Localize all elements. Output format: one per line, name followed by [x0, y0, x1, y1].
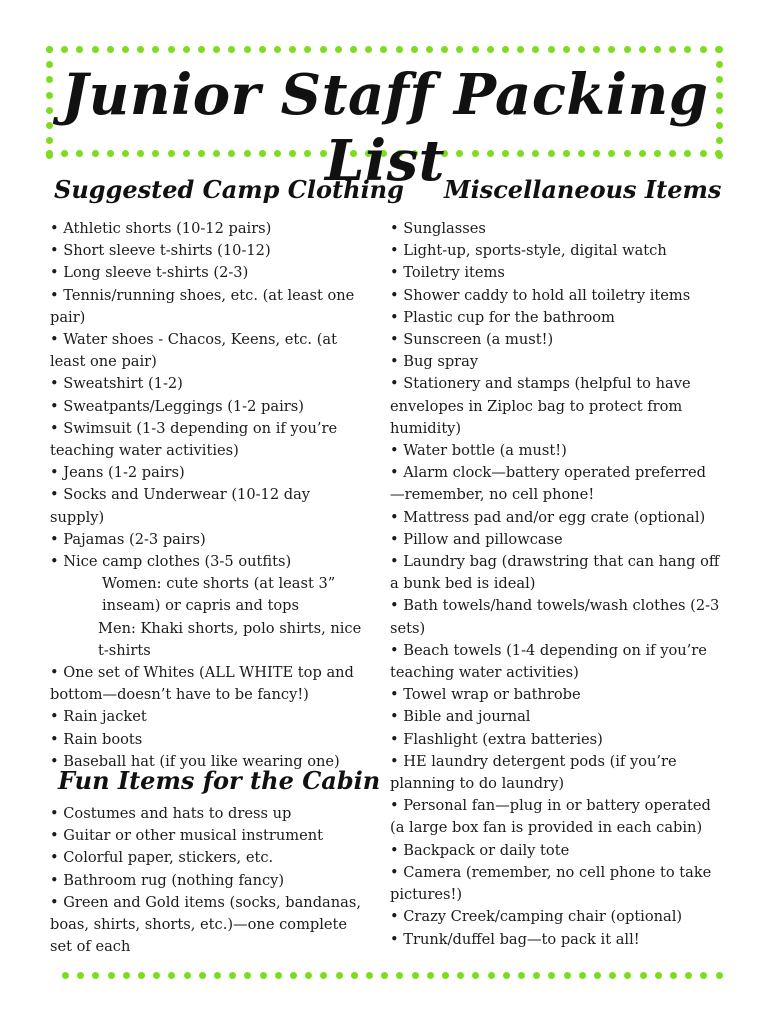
border-dot	[199, 972, 206, 979]
border-dot	[608, 46, 615, 53]
border-dot	[259, 46, 266, 53]
border-dot	[579, 972, 586, 979]
border-dot	[46, 46, 53, 53]
border-dot	[427, 972, 434, 979]
list-item: • Bathroom rug (nothing fancy)	[50, 871, 285, 889]
border-dot	[122, 46, 129, 53]
border-dot	[716, 46, 723, 53]
border-dot	[123, 972, 130, 979]
border-dot	[396, 972, 403, 979]
border-dot	[684, 46, 691, 53]
border-dot	[654, 46, 661, 53]
page-title: Junior Staff Packing List	[61, 62, 709, 194]
list-item: • Swimsuit (1-3 depending on if you’re teaching water activities)	[50, 419, 338, 460]
list-item: • Sunscreen (a must!)	[390, 331, 554, 349]
misc-list	[390, 218, 720, 951]
border-dot	[716, 972, 723, 979]
list-item: • Mattress pad and/or egg crate (optional)	[390, 508, 706, 526]
list-item: • Flashlight (extra batteries)	[390, 730, 603, 748]
list-item: • Toiletry items	[390, 264, 505, 282]
list-item: • Camera (remember, no cell phone to take pictures!)	[390, 863, 712, 904]
border-dot	[456, 46, 463, 53]
list-item: • Socks and Underwear (10-12 day supply)	[50, 486, 311, 526]
border-dot	[609, 972, 616, 979]
list-item: • Green and Gold items (socks, bandanas, boas, shirts, shorts, etc.)—one complete set of each	[50, 893, 361, 956]
border-dot	[228, 46, 235, 53]
list-item: • Bath towels/hand towels/wash clothes (2-3 sets)	[390, 597, 720, 637]
border-dot	[564, 972, 571, 979]
list-item: • Costumes and hats to dress up	[50, 805, 292, 822]
border-dot	[548, 46, 555, 53]
border-dot	[412, 972, 419, 979]
border-dot	[92, 46, 99, 53]
border-dot	[442, 972, 449, 979]
border-dot	[61, 46, 68, 53]
border-dot	[198, 46, 205, 53]
list-subitem: Women: cute shorts (at least 3” inseam) or capris and tops	[102, 575, 336, 615]
border-dot	[290, 972, 297, 979]
border-dot	[77, 972, 84, 979]
border-dot	[488, 972, 495, 979]
border-dot	[137, 46, 144, 53]
list-item: • Bible and journal	[390, 708, 531, 726]
bottom-dotted-border	[62, 972, 722, 982]
border-dot	[639, 46, 646, 53]
clothing-list	[50, 218, 366, 773]
border-dot	[305, 972, 312, 979]
border-dot	[183, 46, 190, 53]
list-item: • One set of Whites (ALL WHITE top and bottom—doesn’t have to be fancy!)	[50, 664, 354, 704]
list-item: • Nice camp clothes (3-5 outfits)	[50, 553, 292, 571]
border-dot	[214, 972, 221, 979]
fun-items-heading: Fun Items for the Cabin	[58, 766, 381, 795]
border-dot	[138, 972, 145, 979]
border-dot	[168, 46, 175, 53]
list-item: • Plastic cup for the bathroom	[390, 308, 615, 326]
border-dot	[92, 972, 99, 979]
list-item: • Sweatshirt (1-2)	[50, 375, 183, 393]
list-item: • Athletic shorts (10-12 pairs)	[50, 220, 272, 237]
list-item: • Crazy Creek/camping chair (optional)	[390, 908, 683, 926]
list-item: • Rain jacket	[50, 708, 147, 726]
border-dot	[426, 46, 433, 53]
border-dot	[472, 972, 479, 979]
border-dot	[213, 46, 220, 53]
border-dot	[655, 972, 662, 979]
border-dot	[381, 972, 388, 979]
list-item: • Rain boots	[50, 730, 143, 748]
list-item: • Personal fan—plug in or battery operated (a large box fan is provided in each cabin)	[390, 797, 711, 837]
misc-heading: Miscellaneous Items	[444, 175, 722, 204]
list-item: • Towel wrap or bathrobe	[390, 686, 581, 704]
border-dot	[548, 972, 555, 979]
list-item: • Baseball hat (if you like wearing one)	[50, 752, 340, 770]
border-dot	[275, 972, 282, 979]
border-dot	[76, 46, 83, 53]
list-item: • Pillow and pillowcase	[390, 530, 563, 548]
list-item: • Colorful paper, stickers, etc.	[50, 849, 274, 867]
border-dot	[533, 972, 540, 979]
list-item: • Sunglasses	[390, 220, 486, 237]
border-dot	[289, 46, 296, 53]
border-dot	[107, 46, 114, 53]
border-dot	[518, 972, 525, 979]
list-item: • Shower caddy to hold all toiletry items	[390, 286, 691, 304]
list-item: • Bug spray	[390, 353, 479, 371]
border-dot	[594, 972, 601, 979]
border-dot	[260, 972, 267, 979]
list-item: • Pajamas (2-3 pairs)	[50, 530, 206, 548]
border-dot	[380, 46, 387, 53]
border-dot	[457, 972, 464, 979]
border-dot	[685, 972, 692, 979]
border-dot	[229, 972, 236, 979]
list-subitem: Men: Khaki shorts, polo shirts, nice t-shirts	[98, 619, 362, 659]
list-item: • Light-up, sports-style, digital watch	[390, 242, 667, 260]
border-dot	[640, 972, 647, 979]
border-dot	[152, 46, 159, 53]
border-dot	[472, 46, 479, 53]
list-item: • Laundry bag (drawstring that can hang off a bunk bed is ideal)	[390, 553, 720, 593]
border-dot	[487, 46, 494, 53]
list-item: • Short sleeve t-shirts (10-12)	[50, 242, 271, 260]
border-dot	[624, 46, 631, 53]
list-item: • Backpack or daily tote	[390, 841, 570, 859]
border-dot	[274, 46, 281, 53]
border-dot	[700, 46, 707, 53]
border-dot	[532, 46, 539, 53]
border-dot	[365, 46, 372, 53]
border-dot	[350, 46, 357, 53]
border-dot	[168, 972, 175, 979]
list-item: • Tennis/running shoes, etc. (at least one pair)	[50, 286, 355, 326]
border-dot	[502, 46, 509, 53]
clothing-heading: Suggested Camp Clothing	[54, 175, 404, 204]
list-item: • Guitar or other musical instrument	[50, 827, 323, 845]
border-dot	[669, 46, 676, 53]
border-dot	[517, 46, 524, 53]
list-item: • Sweatpants/Leggings (1-2 pairs)	[50, 397, 304, 415]
list-item: • Trunk/duffel bag—to pack it all!	[390, 930, 640, 948]
list-item: • Jeans (1-2 pairs)	[50, 464, 185, 482]
list-item: • Water bottle (a must!)	[390, 442, 567, 460]
border-dot	[244, 972, 251, 979]
list-item: • Stationery and stamps (helpful to have envelopes in Ziploc bag to protect from humidity)	[390, 375, 691, 437]
border-dot	[335, 46, 342, 53]
border-dot	[351, 972, 358, 979]
top-dotted-border-upper	[46, 46, 726, 56]
border-dot	[593, 46, 600, 53]
border-dot	[320, 46, 327, 53]
list-item: • Water shoes - Chacos, Keens, etc. (at least one pair)	[50, 331, 337, 371]
border-dot	[503, 972, 510, 979]
border-dot	[184, 972, 191, 979]
border-dot	[108, 972, 115, 979]
border-dot	[304, 46, 311, 53]
border-dot	[563, 46, 570, 53]
border-dot	[441, 46, 448, 53]
fun-items-list	[50, 803, 366, 958]
border-dot	[366, 972, 373, 979]
list-item: • HE laundry detergent pods (if you’re planning to do laundry)	[390, 752, 677, 793]
list-item: • Beach towels (1-4 depending on if you’re teaching water activities)	[390, 641, 707, 682]
border-dot	[244, 46, 251, 53]
border-dot	[336, 972, 343, 979]
border-dot	[320, 972, 327, 979]
list-item: • Alarm clock—battery operated preferred—remember, no cell phone!	[390, 464, 706, 504]
border-dot	[411, 46, 418, 53]
border-dot	[396, 46, 403, 53]
border-dot	[670, 972, 677, 979]
border-dot	[700, 972, 707, 979]
border-dot	[578, 46, 585, 53]
border-dot	[62, 972, 69, 979]
list-item: • Long sleeve t-shirts (2-3)	[50, 264, 249, 282]
border-dot	[153, 972, 160, 979]
border-dot	[624, 972, 631, 979]
